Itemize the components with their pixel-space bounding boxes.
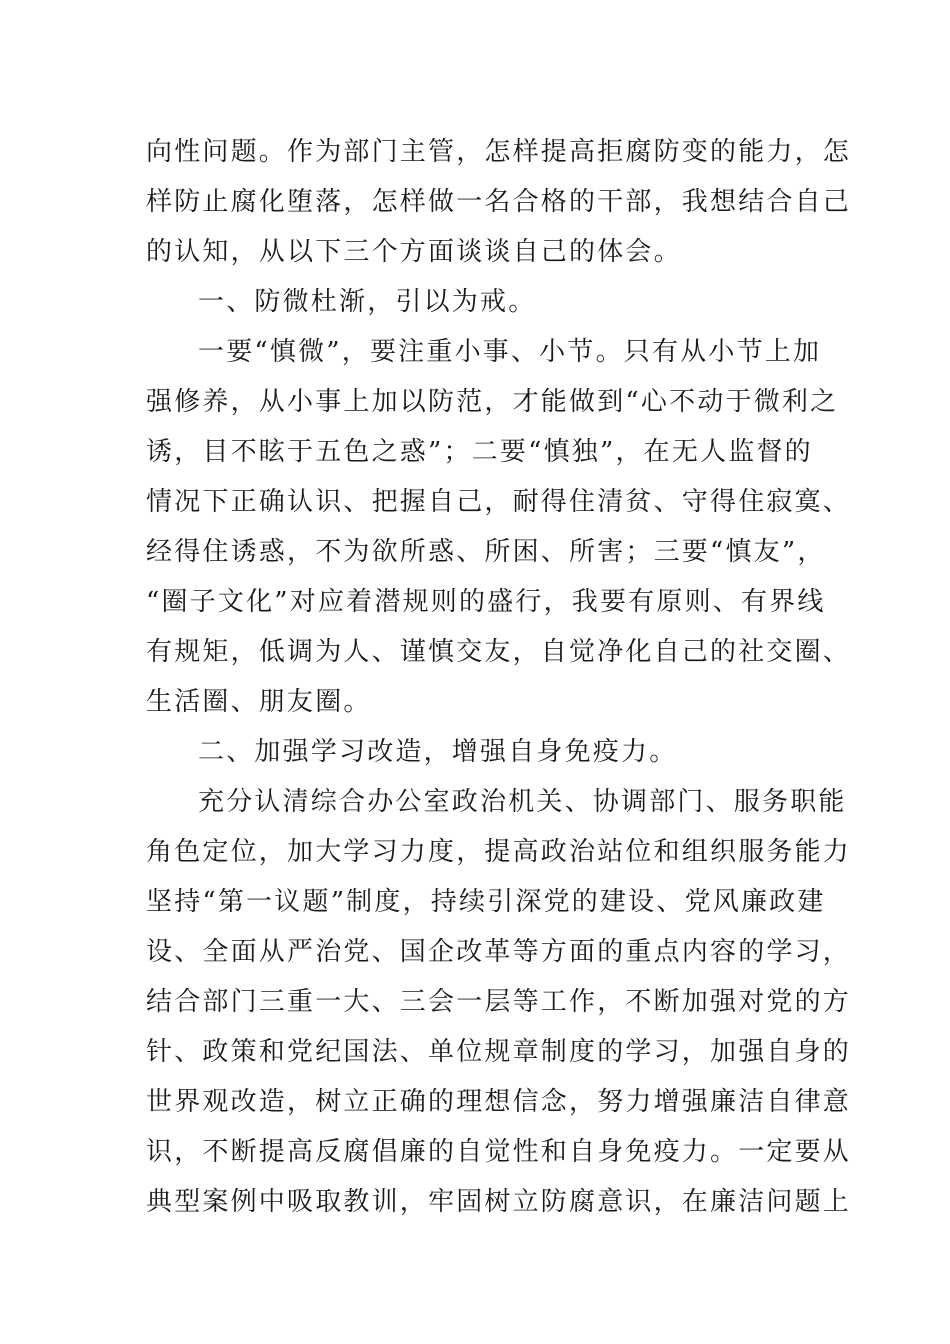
- document-body: [146, 127, 852, 1227]
- paragraph-line: 有规矩，低调为人、谨慎交友，自觉净化自己的社交圈、: [146, 637, 852, 667]
- paragraph-line: 坚持“第一议题”制度，持续引深党的建设、党风廉政建: [146, 887, 826, 917]
- paragraph-line: 诱，目不眩于五色之惑”；二要“慎独”，在无人监督的: [146, 437, 813, 467]
- paragraph-line: 结合部门三重一大、三会一层等工作，不断加强对党的方: [146, 987, 852, 1017]
- paragraph-line: 角色定位，加大学习力度，提高政治站位和组织服务能力: [146, 837, 852, 867]
- paragraph-line: 样防止腐化堕落，怎样做一名合格的干部，我想结合自己: [146, 187, 852, 217]
- section-heading-1: 一、防微杜渐，引以为戒。: [198, 287, 537, 317]
- paragraph-line: 一要“慎微”，要注重小事、小节。只有从小节上加: [198, 337, 822, 367]
- paragraph-line: “圈子文化”对应着潜规则的盛行，我要有原则、有界线: [146, 587, 826, 617]
- paragraph-line: 的认知，从以下三个方面谈谈自己的体会。: [146, 237, 682, 267]
- paragraph-line: 世界观改造，树立正确的理想信念，努力增强廉洁自律意: [146, 1087, 852, 1117]
- section-heading-2: 二、加强学习改造，增强自身免疫力。: [198, 737, 678, 767]
- paragraph-line: 强修养，从小事上加以防范，才能做到“心不动于微利之: [146, 387, 839, 417]
- paragraph-line: 充分认清综合办公室政治机关、协调部门、服务职能: [198, 787, 847, 817]
- paragraph-line: 典型案例中吸取教训，牢固树立防腐意识，在廉洁问题上: [146, 1187, 852, 1217]
- paragraph-line: 经得住诱惑，不为欲所惑、所困、所害；三要“慎友”，: [146, 537, 826, 567]
- paragraph-line: 向性问题。作为部门主管，怎样提高拒腐防变的能力，怎: [146, 137, 852, 167]
- paragraph-line: 情况下正确认识、把握自己，耐得住清贫、守得住寂寞、: [146, 487, 852, 517]
- paragraph-line: 识，不断提高反腐倡廉的自觉性和自身免疫力。一定要从: [146, 1137, 852, 1167]
- paragraph-line: 针、政策和党纪国法、单位规章制度的学习，加强自身的: [146, 1037, 852, 1067]
- paragraph-line: 生活圈、朋友圈。: [146, 687, 372, 717]
- paragraph-line: 设、全面从严治党、国企改革等方面的重点内容的学习，: [146, 937, 852, 967]
